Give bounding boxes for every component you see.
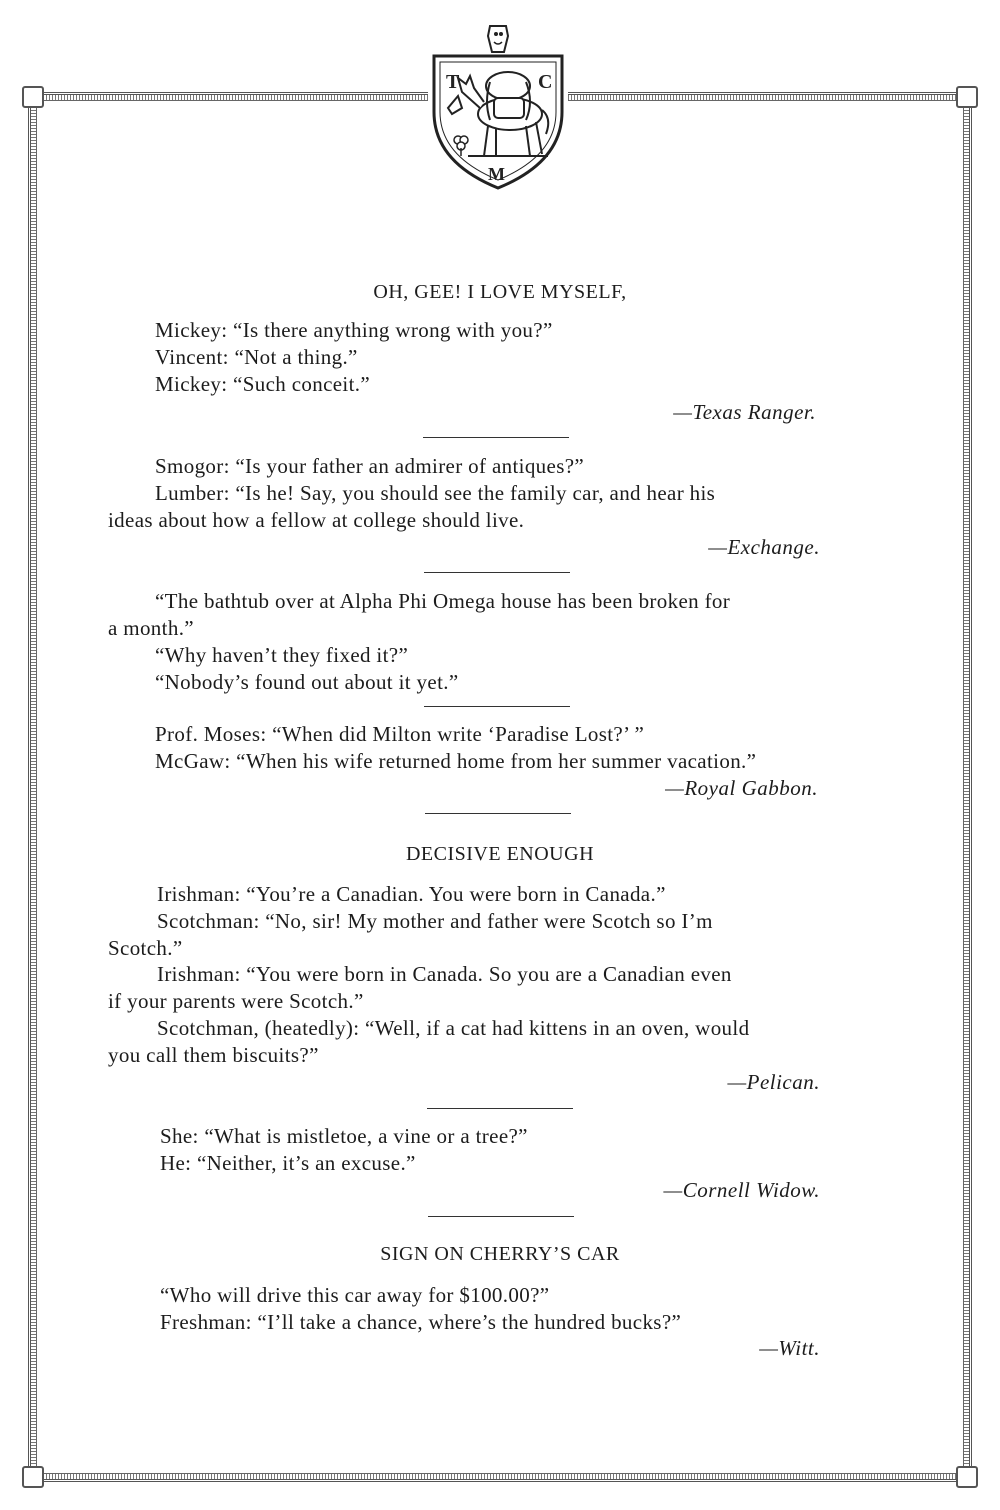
joke-line: Scotchman, (heatedly): “Well, if a cat had kittens in an oven, would <box>157 1016 750 1040</box>
joke-line: Mickey: “Such conceit.” <box>155 372 371 396</box>
corner-ornament-top-right <box>956 86 978 108</box>
joke-line: “Who will drive this car away for $100.00?” <box>160 1283 550 1307</box>
heading-sign-on-cherrys-car: SIGN ON CHERRY’S CAR <box>380 1243 620 1265</box>
crest-letter-c: C <box>538 71 553 93</box>
joke-line: “Nobody’s found out about it yet.” <box>155 670 459 694</box>
joke-line: Vincent: “Not a thing.” <box>155 345 358 369</box>
crest-letter-t: T <box>446 71 460 93</box>
crest-letter-m: M <box>488 164 505 184</box>
joke-line: Irishman: “You’re a Canadian. You were born in Canada.” <box>157 882 666 906</box>
section-divider <box>427 1108 573 1109</box>
joke-line: Prof. Moses: “When did Milton write ‘Paradise Lost?’ ” <box>155 722 645 746</box>
source-credit: —Pelican. <box>727 1070 820 1094</box>
joke-line: Freshman: “I’ll take a chance, where’s the hundred bucks?” <box>160 1310 682 1334</box>
section-divider <box>423 437 569 438</box>
joke-line: Scotch.” <box>108 936 183 960</box>
joke-line: Irishman: “You were born in Canada. So you are a Canadian even <box>157 962 732 986</box>
heading-decisive-enough: DECISIVE ENOUGH <box>405 843 595 865</box>
source-credit: —Cornell Widow. <box>663 1178 820 1202</box>
section-divider <box>424 706 570 707</box>
source-credit: —Exchange. <box>708 535 820 559</box>
corner-ornament-top-left <box>22 86 44 108</box>
crest-icon <box>428 22 568 194</box>
joke-line: She: “What is mistletoe, a vine or a tree?” <box>160 1124 528 1148</box>
joke-line: He: “Neither, it’s an excuse.” <box>160 1151 416 1175</box>
joke-line: Scotchman: “No, sir! My mother and father were Scotch so I’m <box>157 909 713 933</box>
section-divider <box>425 813 571 814</box>
joke-line: Mickey: “Is there anything wrong with you?” <box>155 318 553 342</box>
border-inner <box>36 100 964 1474</box>
corner-ornament-bottom-right <box>956 1466 978 1488</box>
section-divider <box>428 1216 574 1217</box>
joke-line: a month.” <box>108 616 194 640</box>
joke-line: Smogor: “Is your father an admirer of antiques?” <box>155 454 585 478</box>
joke-line: “The bathtub over at Alpha Phi Omega house has been broken for <box>155 589 731 613</box>
corner-ornament-bottom-left <box>22 1466 44 1488</box>
joke-line: you call them biscuits?” <box>108 1043 319 1067</box>
section-divider <box>424 572 570 573</box>
source-credit: —Royal Gabbon. <box>665 776 818 800</box>
joke-line: “Why haven’t they fixed it?” <box>155 643 409 667</box>
source-credit: —Texas Ranger. <box>673 400 816 424</box>
joke-line: McGaw: “When his wife returned home from her summer vacation.” <box>155 749 757 773</box>
source-credit: —Witt. <box>759 1336 820 1360</box>
joke-line: ideas about how a fellow at college should live. <box>108 508 525 532</box>
joke-line: if your parents were Scotch.” <box>108 989 364 1013</box>
joke-line: Lumber: “Is he! Say, you should see the family car, and hear his <box>155 481 716 505</box>
heading-oh-gee: OH, GEE! I LOVE MYSELF, <box>373 281 627 303</box>
tcm-crest-emblem <box>428 22 568 194</box>
